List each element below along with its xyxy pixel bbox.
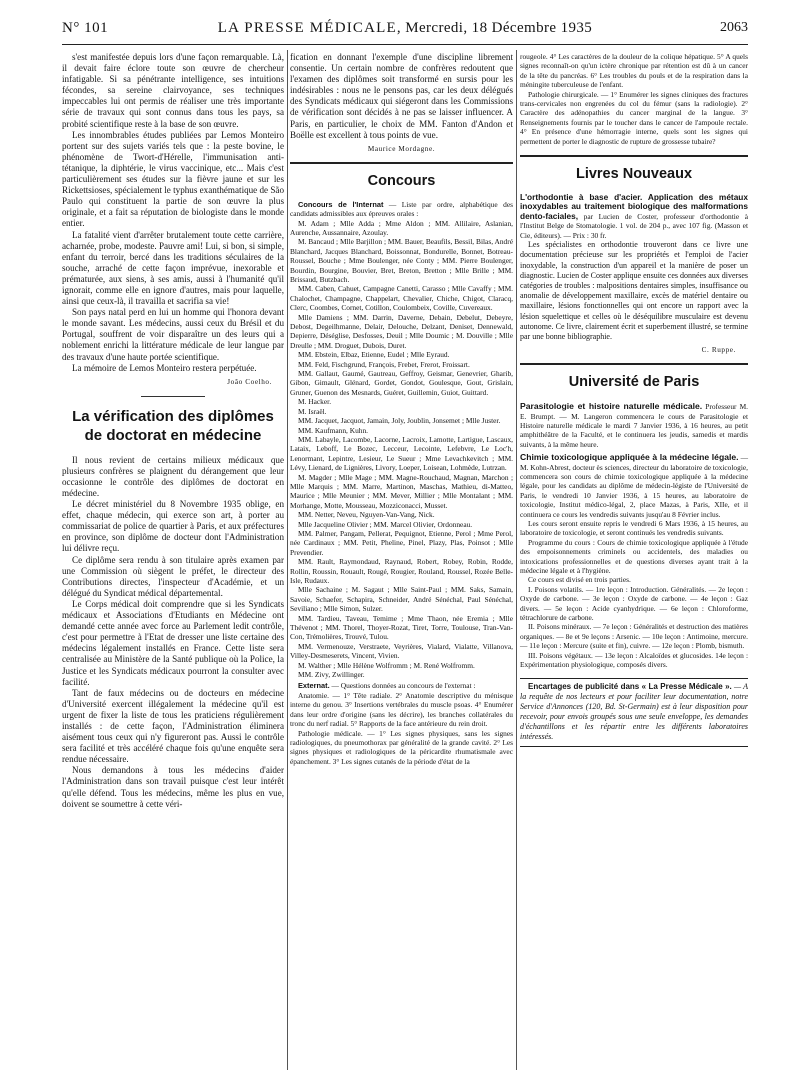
journal-name: LA PRESSE MÉDICALE	[217, 20, 397, 36]
list-item: M. Bancaud ; Mlle Barjillon ; MM. Bauer, Beaufils, Bessil, Bilas, André Blanchard, Jacques Blanchard, Boissonnat, Bondurelle, Bonnet, Botreau-Roussel, Bouche ; Mme Boulenger, née Conty ; MM. Pierre Boulenger, Bourdin, Bourgine, Bouvier, Bret, Breton, Bretton ; Mlle Brille ; MM. Brissaud, Butzbach.	[290, 237, 513, 284]
list-item: Mlle Jacqueline Olivier ; MM. Marcel Olivier, Ordonneau.	[298, 519, 473, 529]
paragraph: Programme du cours : Cours de chimie toxicologique appliquée à l'étude des empoisonnements criminels ou accidentels, des maladies ou intoxications professionnelles et de questions diverses ayant trait à la médecine légale et à l'hygiène.	[520, 537, 748, 576]
universite-text	[520, 401, 748, 669]
externat-intro	[290, 681, 513, 690]
divider	[141, 396, 205, 397]
question-group: rougeole. 4° Les caractères de la douleur de la colique hépatique. 5° A quels signes reconnaît-on qu'un ictère chronique par rétention est dû à un cancer de la tête du pancréas. 6° Les troubles du pouls et de la respiration dans la méningite tuberculeuse de l'enfant.	[520, 52, 748, 90]
course-text: — M. Kohn-Abrest, docteur ès sciences, directeur du laboratoire de toxicologie, commencera son cours de chimie toxicologique appliquée à la médecine légale, pour les candidats au diplôme de médecin-légiste de l'Université de Paris, le vendredi 10 Janvier 1936, à 15 heures, au laboratoire de toxicologie, Institut médico-légal, 2, place Mazas, à Paris, XIIe, et il continuera ce cours les vendredis suivants jusqu'au 8 Février inclus.	[520, 453, 749, 519]
list-item: M. Hacker.	[298, 397, 332, 407]
internat-intro-text: — Liste par ordre, alphabétique des candidats admissibles aux épreuves orales :	[290, 199, 513, 219]
list-item: MM. Caben, Cahuet, Campagne Canetti, Carasso ; Mlle Cavaffy ; MM. Chalochet, Champagne, Chappelart, Chevalier, Chiche, Chigot, Claracq, Clerc, Coombes, Cornet, Cotillon, Coulombeix, Coville, Cuvereaux.	[290, 284, 513, 313]
question-group: Pathologie chirurgicale. — 1° Enumérer les signes cliniques des fractures trans-cervicales non engrenées du col du fémur (sans la radiologie). 2° Caractère des adénopathies du cancer marginal de la langue. 3° Renseignements fournis par le toucher dans le cancer de l'ampoule rectale. 4° En présence d'une hémorragie interne, quels sont les signes qui permettent de porter le diagnostic de rupture de grossesse tubaire?	[520, 89, 748, 146]
concours-list	[290, 200, 513, 766]
column-2	[290, 52, 513, 766]
list-item: MM. Kaufmann, Kuhn.	[298, 425, 368, 435]
book-review	[520, 193, 748, 342]
column-divider	[287, 50, 288, 1070]
article-title: La vérification des diplômes de doctorat en médecine	[72, 407, 274, 444]
externat-continuation	[520, 52, 748, 146]
question-group: Anatomie. — 1° Tête radiale. 2° Anatomie descriptive du ménisque interne du genou. 3° Insertions vertébrales du muscle psoas. 4° Enumérer dans leur ordre d'origine (sans les décrire), les branches collatérales du tronc du nerf radial. 5° Rapports de la face antérieure du rein droit.	[290, 690, 513, 729]
paragraph: Les innombrables études publiées par Lemos Monteiro portent sur des sujets variés tels que : la peste bovine, le phénomène de Twort-d'Hérelle, l'immunisation anti-tétanique, la diphtérie, le virus vaccinique, etc... Mais c'est particulièrement ses études sur la fièvre jaune et sur les Rickettsioses, spécialement le typhus exanthématique de São Paulo qui constituent la partie de son œuvre la plus originale, et a fait sa réputation de biologiste dans le monde entier.	[62, 129, 284, 229]
list-item: Mlle Damiens ; MM. Darrin, Daverne, Debain, Debelut, Debeyre, Debost, Degeilhmanne, Delair, Delouche, Delzant, Deniset, Dennewald, Depierre, Déséglise, Desfosses, Deuil ; Mlle Doumic ; M. Douville ; Mlle Dreulle ; MM. Droguet, Dubois, Duret.	[290, 312, 513, 350]
list-item: MM. Netter, Neveu, Nguyen-Van-Vang, Nick.	[298, 510, 435, 520]
paragraph: Ce diplôme sera rendu à son titulaire après examen par une Commission où siègent le préfet, le directeur des Contributions directes, l'inspecteur d'Académie, et un délégué du Syndicat médical départemental.	[62, 554, 284, 598]
masthead	[62, 20, 748, 45]
list-item: Mlle Sachaine ; M. Sagaut ; Mlle Saint-Paul ; MM. Saks, Samain, Savoie, Schaefer, Schapira, Schneider, André Sénéchal, Paul Sénéchal, Seviliano ; Mlle Simon, Sulzer.	[290, 585, 513, 614]
list-item: MM. Gallaut, Gaumé, Gautreau, Geffroy, Geismar, Genevrier, Gharib, Gibon, Gimault, Glénard, Gordet, Gondot, Goulesque, Gout, Grislain, Gruner, Guenon des Mesnards, Guéret, Guillemin, Guiot, Guittard.	[290, 369, 513, 397]
paragraph: II. Poisons minéraux. — 7e leçon : Généralités et destruction des matières organiques. — 8e et 9e leçons : Arsenic. — 10e leçon : Antimoine, mercure. — 11e leçon : Mercure (suite et fin), cuivre. — 12e leçon : Plomb, bismuth.	[520, 622, 748, 651]
section-divider	[520, 155, 748, 157]
course-title: Parasitologie et histoire naturelle médicale.	[520, 401, 703, 412]
list-item: MM. Zivy, Zwillinger.	[298, 670, 365, 680]
paragraph: I. Poisons volatils. — 1re leçon : Introduction. Généralités. — 2e leçon : Oxyde de carbone. — 3e leçon : Oxyde de carbone. — 4e leçon : Gaz divers. — 5e leçon : Acide cyanhydrique. — 6e leçon : Chloroforme, tétrachlorure de carbone.	[520, 584, 748, 623]
paragraph: Il nous revient de certains milieux médicaux que plusieurs confrères se plaignent du dérangement que leur occasionne le contrôle des diplômes de doctorat en médecine.	[62, 454, 284, 498]
notice-heading: Encartages de publicité dans « La Presse Médicale ».	[528, 681, 732, 691]
list-item: MM. Jacquet, Jacquot, Jamain, Joly, Joublin, Jonsemet ; Mlle Juster.	[298, 416, 501, 426]
issue-number: N° 101	[62, 20, 109, 36]
paragraph: Son pays natal perd en lui un homme qui l'honora devant le monde savant. Les médecins, aussi ceux du Brésil et du Portugal, souffrent de voir disparaître un des leurs qui a noblement enrichi la littérature médicale de leur langue par des travaux d'une haute portée scientifique.	[62, 307, 284, 362]
list-item: MM. Tardieu, Taveau, Temime ; Mme Thaon, née Eremia ; Mlle Thévenot ; MM. Thorel, Thoyer-Rozat, Tiret, Torre, Toulouse, Tran-Van-Con, Trémolières, Trouvé, Tulou.	[290, 613, 513, 642]
column-divider	[516, 50, 517, 1070]
list-item: MM. Vermenouze, Verstraete, Veyrières, Vialard, Vialatte, Villanova, Villey-Desmeserets, Vincent, Vivien.	[290, 641, 513, 661]
obituary-text	[62, 52, 284, 374]
course-announcement	[520, 401, 748, 449]
article-text	[62, 455, 284, 810]
list-item: M. Walther ; Mlle Hélène Wolfromm ; M. René Wolfromm.	[298, 660, 475, 670]
section-divider	[290, 162, 513, 164]
list-item: MM. Palmer, Pangam, Pellerat, Pequignot, Etienne, Perol ; Mme Perol, née Cardinaux ; MM. Petit, Pheline, Pinel, Plazy, Plas, Poinsot ; Mlle Prevendier.	[290, 528, 513, 557]
list-item: M. Magder ; Mlle Mage ; MM. Magne-Rouchaud, Magnan, Marchon ; Mlle Marquis ; MM. Marre, Martinon, Maschas, Mathieu, di-Matteo, Maurice ; Mlle Meunier ; MM. Mever, Millier ; Mlle Montalant ; MM. Morhange, Motte, Mousseau, Mozziconacci, Musset.	[290, 472, 513, 510]
paragraph: Le Corps médical doit comprendre que si les Syndicats médicaux et Associations d'Etudiants en Médecine ont demandé cette année avec force au Parlement ledit contrôle, c'est pour permettre à l'Etat de dresser une liste certaine des médecins légalement installés en France. Cette liste sera centralisée au Ministère de la Santé publique où la Police, la Justice et les Syndicats médicaux pourront la consulter avec facilité.	[62, 598, 284, 687]
section-divider	[520, 363, 748, 365]
course-text: Professeur M. E. Brumpt. — M. Langeron commencera le cours de Parasitologie et Histoire naturelle médicale le mardi 7 Janvier 1936, à 16 heures, au petit amphithéâtre de la Faculté, et le continuera les jeudis, samedis et mardis suivants, à la même heure.	[520, 402, 748, 449]
advertising-notice	[520, 678, 748, 747]
column-1	[62, 52, 284, 810]
paragraph: Nous demandons à tous les médecins d'aider l'Administration dans son travail puisque c'est leur intérêt qu'elle défend. Tous les médecins, même les plus en vue, doivent se soumettre à cette véri-	[62, 765, 284, 809]
course-announcement	[520, 452, 748, 519]
list-item: M. Israël.	[298, 406, 327, 416]
externat-intro-text: — Questions données au concours de l'externat :	[329, 681, 476, 691]
page-number: 2063	[720, 20, 748, 35]
section-title-concours: Concours	[367, 172, 436, 189]
list-item: M. Adam ; Mlle Adda ; Mme Aldon ; MM. Allilaire, Aslanian, Aurenche, Aussannaire, Azoulay.	[290, 218, 513, 237]
paragraph: Les spécialistes en orthodontie trouveront dans ce livre une documentation précieuse sur les propriétés et l'emploi de l'acier inoxydable, la construction d'un appareil et la manière de poser un diagnostic. Lucien de Coster applique ensuite ces données aux diverses catégories de troubles : malpositions dentaires simples, insuffisance ou anomalie de développement maxillaire, excès de matériel dentaire ou maxillaire, lésions fonctionnelles qui ont encore un rapport avec la lésion squelettique et celles où le déséquilibre musculaire est devenu autonome. Ce livre, clairement écrit et superbement illustré, se termine par une bonne bibliographie.	[520, 240, 748, 341]
masthead-title	[62, 20, 748, 37]
book-reference	[520, 193, 748, 240]
section-title-livres: Livres Nouveaux	[575, 166, 693, 183]
list-item: MM. Labayle, Lacombe, Lacorne, Lacroix, Lamotte, Lartigue, Lascaux, Lataix, Leboff, Le Bozec, Lecceur, Lecointe, Lefebvre, Le Loc'h, Lenormant, Lepintre, Lesieur, Le Sueur ; Mme Levachkevitch ; MM. Lévy, Lienard, de Lignières, Livory, Loeper, Loisean, Lohmède, Lutrzan.	[290, 434, 513, 473]
paragraph: La fatalité vient d'arrêter brutalement toute cette carrière, acharnée, probe, modeste. Pauvre ami! Lui, si bon, si simple, enfant du terroir, bercé dans les traditions séculaires de la souche, arraché de cette façon imprévue, inexorable et prématurée, aux siens, à ses amis, aussi à l'humanité qu'il ignorait, comme elle en ignore d'autres, mais pour laquelle, ainsi que ceux-là, il travailla et sacrifia sa vie!	[62, 229, 284, 307]
paragraph: Le décret ministériel du 8 Novembre 1935 oblige, en effet, chaque médecin, qui exerce son art, à porter au commissariat de police de quartier à Paris, et aux préfectures en province, son diplôme de docteur dont l'Administration lui délivre reçu.	[62, 499, 284, 554]
reviewer-signature: C. Ruppe.	[701, 346, 736, 355]
author-signature: Maurice Mordagne.	[367, 144, 436, 153]
paragraph: Tant de faux médecins ou de docteurs en médecine d'Université exercent illégalement la médecine qu'il est urgent de fixer la liste de tous les praticiens régulièrement installés : de cette façon, l'Administration éliminera aisément tous ceux qui n'y figureront pas. Aussi le contrôle sera facilité et très accéléré chaque fois qu'une enquête sera rendue nécessaire.	[62, 687, 284, 765]
notice-body: — A la requête de nos lecteurs et pour faciliter leur documentation, notre Service d'Annonces (120, Bd. St-Germain) est à leur disposition pour recevoir, pour envois groupés sous une seule enveloppe, les demandes d'échantillons et les répartir entre les différents laboratoires intéressés.	[520, 681, 749, 741]
notice-text	[520, 682, 748, 742]
list-item: MM. Rault, Raymondaud, Raynaud, Robert, Robey, Robin, Rodde, Rollin, Roussin, Rouault, Rougé, Rougier, Rouland, Roussel, Rozée Belle-Isle, Rudaux.	[290, 557, 513, 585]
internat-intro	[290, 200, 513, 219]
article-continuation	[290, 52, 513, 141]
section-title-universite: Université de Paris	[568, 374, 700, 391]
paragraph: Les cours seront ensuite repris le vendredi 6 Mars 1936, à 15 heures, au laboratoire de toxicologie, et seront continués les vendredis suivants.	[520, 519, 748, 538]
externat-heading: Externat.	[298, 681, 330, 691]
book-title: L'orthodontie à base d'acier. Application des métaux inoxydables au traitement biologique des malformations dento-faciales,	[520, 192, 748, 221]
course-title: Chimie toxicologique appliquée à la médecine légale.	[520, 452, 739, 463]
paragraph: III. Poisons végétaux. — 13e leçon : Alcaloïdes et glucosides. 14e leçon : Expérimentation physiologique, composés divers.	[520, 650, 748, 670]
paragraph: La mémoire de Lemos Monteiro restera perpétuée.	[72, 362, 257, 373]
column-3	[520, 52, 748, 747]
paragraph: s'est manifestée depuis lors d'une façon remarquable. Là, il devait faire éclore toute son œuvre de chercheur infatigable. Si sa pénétrante intelligence, ses intuitions fécondes, sa sereine clairvoyance, ses techniques impeccables lui ont permis de réaliser une très importante série de travaux qui sont connus dans tous les pays, sa probité scientifique reste à la base de son œuvre.	[62, 52, 284, 129]
internat-heading: Concours de l'Internat	[298, 199, 384, 209]
issue-date: , Mercredi, 18 Décembre 1935	[396, 20, 593, 36]
list-item: MM. Feld, Fischgrund, François, Frebet, Frerot, Froissart.	[298, 359, 470, 369]
author-signature: João Coelho.	[227, 377, 272, 386]
book-details: par Lucien de Coster, professeur d'orthodontie à l'Institut Belge de Stomatologie. 1 vol. de 204 p., avec 107 fig. (Masson et Cie, éditeurs). — Prix : 30 fr.	[520, 211, 748, 240]
paragraph: Ce cours est divisé en trois parties.	[528, 575, 631, 585]
question-group: Pathologie médicale. — 1° Les signes physiques, sans les signes radiologiques, du pneumothorax par généralité de la grande cavité. 2° Les signes physiques et radiologiques de la péricardite rhumatismale avec épanchement. 3° Les signes cutanés de la période d'état de la	[290, 728, 513, 766]
paragraph: fication en donnant l'exemple d'une discipline librement consentie. Un certain nombre de confrères redoutent que l'examen des diplômes soit transformé en sursis pour les indésirables : nous ne le pensons pas, car les deux délégués des Syndicats médicaux qui siégeront dans les Commissions de vérification sont décidés à ne pas se laisser influencer. A Paris, en particulier, le choix de MM. Fanton d'Andon et Boëlle est excellent à tous points de vue.	[290, 52, 513, 140]
list-item: MM. Ebstein, Elbaz, Etienne, Eudel ; Mlle Eyraud.	[298, 350, 450, 360]
